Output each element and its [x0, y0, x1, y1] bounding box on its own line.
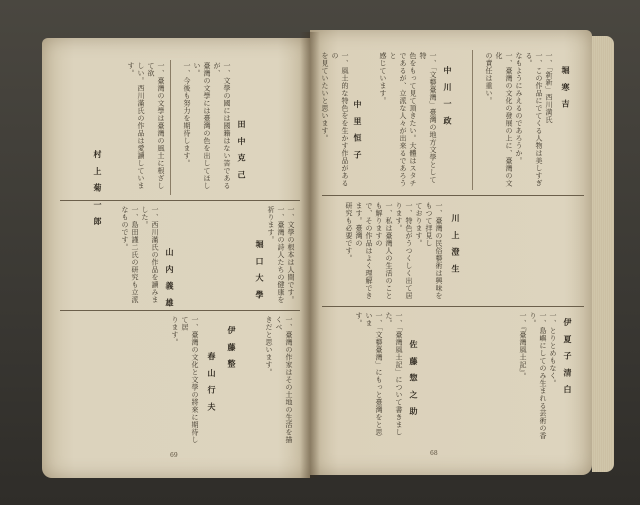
- author-name: 春 山 行 夫: [207, 352, 216, 414]
- right-column-rule: [472, 50, 473, 190]
- article-text: 一、「新新」西川満氏 一、この作品にでてくる人物は美しすぎる。 なもようにみえるのであろうか。 一、臺灣の文化の發展の上に、臺灣の文化 の責任は重い。: [485, 52, 553, 187]
- page-edges: [592, 36, 614, 472]
- article-text: 一、文學の根本は人間です。 一、臺灣の詩人たちの健康を祈ります。: [267, 206, 295, 304]
- author-name: 田 中 克 己: [237, 120, 246, 182]
- author-name: 村 上 菊 一 郎: [93, 150, 102, 229]
- article-text: 一、文學の國には國籍はない筈であるが、 臺灣の文學には臺灣の色を出してほしい。 一、今後も努力を期待します。: [183, 62, 231, 190]
- article-text: 一、西川滿氏の作品を讀みました。 一、島田謹二氏の研究も立派なものです。: [121, 206, 159, 304]
- author-name: 伊 藤 整: [227, 326, 236, 371]
- article-text: 一、とりとめもなく。 一、島嶼にしてのみ生まれる芸術の香り。 一、『臺灣風土記』。: [519, 312, 557, 440]
- article-text: 一、「臺灣風土記」について書きました。 一、「文藝臺灣」にもっと臺灣をと思いま す。: [355, 312, 403, 436]
- author-name: 伊 夏 子 清 白: [563, 318, 572, 397]
- author-name: 佐 藤 惣 之 助: [409, 340, 418, 419]
- author-name: 山 内 義 雄: [165, 248, 174, 310]
- page-number-left: 69: [170, 452, 178, 459]
- right-divider-top: [322, 195, 584, 196]
- article-text: 一、「文藝臺灣」臺灣の地方文學として特 色をもって見て頂きたい。大體はスタチ であるが、立派な人々が出来るであろうと 感じています。: [379, 52, 437, 187]
- article-text: 一、臺灣の作家はその土地の生活を描くべ きだと思います。: [265, 316, 293, 444]
- author-name: 堀 口 大 學: [255, 240, 264, 302]
- article-text: 一、臺灣の文學は臺灣の風土に根ざして欲 しい。西川滿氏の作品は愛讀しています。: [127, 62, 165, 190]
- page-number-right: 68: [430, 450, 438, 457]
- book-gutter: [300, 32, 320, 478]
- author-name: 中 里 恒 子: [353, 100, 362, 162]
- left-column-rule: [170, 60, 171, 195]
- article-text: 一、臺灣の民俗藝術は興味をもつて拝見し ております。 一、特色がうつくしく出て居ります。 一、私は臺灣人の生活のことも解りますの で、その作品はよく理解できます。臺灣の 研究も必要です。: [345, 202, 443, 300]
- author-name: 川 上 澄 生: [451, 214, 460, 276]
- article-text: 一、臺灣の文化と文學の將來に期待して居 ります。: [171, 316, 199, 444]
- article-text: 一、風土的な特色をを生かす作品があるの を見ていたいと思います。: [321, 52, 349, 187]
- author-name: 中 川 一 政: [443, 66, 452, 128]
- left-divider-bottom: [60, 310, 300, 311]
- author-name: 堀 寒 吉: [561, 66, 570, 111]
- right-divider-bottom: [322, 306, 584, 307]
